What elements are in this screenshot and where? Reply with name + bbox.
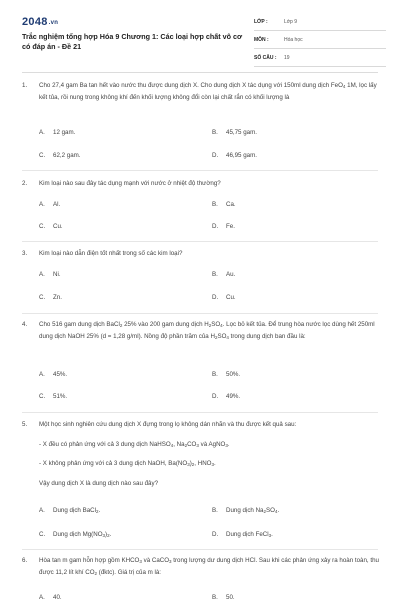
option-d[interactable] bbox=[212, 529, 273, 540]
option-text: Au. bbox=[226, 271, 236, 278]
question-text: Một học sinh nghiên cứu dung dịch X đựng trong lọ không dán nhãn và thu được kết quả sau: bbox=[39, 421, 297, 428]
question-text: Hòa tan m gam hỗn hợp gồm $KHCO_3$ và CaCO$_3$ trong lượng dư dung dịch HCl. Sau khi các phản ứng xảy ra hoàn toàn, thu được 11,2 lít khí $CO_2$ (đktc). Giá trị của m là: bbox=[39, 557, 379, 576]
option-label: D. bbox=[212, 531, 219, 538]
option-a[interactable] bbox=[39, 199, 60, 210]
option-d[interactable] bbox=[212, 150, 257, 161]
logo-text: 2048 bbox=[22, 16, 48, 28]
question-number: 5. bbox=[22, 421, 28, 428]
option-label: D. bbox=[212, 294, 219, 301]
option-label: C. bbox=[39, 393, 46, 400]
option-label: A. bbox=[39, 129, 45, 136]
question-divider bbox=[22, 549, 378, 550]
question-divider bbox=[22, 412, 378, 413]
option-text: Dung dịch $Mg(NO_3)_2$. bbox=[53, 531, 112, 538]
option-label: B. bbox=[212, 594, 218, 601]
option-b[interactable] bbox=[212, 369, 240, 380]
question-4 bbox=[22, 319, 382, 342]
option-label: B. bbox=[212, 371, 218, 378]
option-text: Fe. bbox=[226, 223, 235, 230]
option-c[interactable] bbox=[39, 529, 111, 540]
question-number: 3. bbox=[22, 250, 28, 257]
option-text: 45%. bbox=[53, 371, 68, 378]
option-text: Dung dịch BaCl$_2$. bbox=[53, 507, 101, 514]
option-label: A. bbox=[39, 594, 45, 601]
option-d[interactable] bbox=[212, 391, 240, 402]
option-a[interactable] bbox=[39, 127, 75, 138]
option-a[interactable] bbox=[39, 269, 61, 280]
header-divider bbox=[22, 72, 378, 73]
option-b[interactable] bbox=[212, 269, 235, 280]
option-label: A. bbox=[39, 201, 45, 208]
option-c[interactable] bbox=[39, 391, 67, 402]
option-b[interactable] bbox=[212, 592, 235, 603]
question-sub-line: Vậy dung dịch X là dung dịch nào sau đây? bbox=[39, 479, 159, 487]
option-label: C. bbox=[39, 531, 46, 538]
question-3 bbox=[22, 248, 382, 260]
header bbox=[0, 0, 400, 72]
question-sub-line: - X không phản ứng với cả 3 dung dịch NaOH, $Ba(NO_3)_2$, $HNO_3$. bbox=[39, 460, 216, 468]
question-1 bbox=[22, 80, 382, 103]
meta-row-grade bbox=[254, 16, 386, 31]
option-label: C. bbox=[39, 223, 46, 230]
option-text: Cu. bbox=[53, 223, 63, 230]
question-divider bbox=[22, 170, 378, 171]
option-a[interactable] bbox=[39, 369, 67, 380]
meta-row-subject bbox=[254, 34, 386, 49]
option-b[interactable] bbox=[212, 199, 236, 210]
option-d[interactable] bbox=[212, 292, 236, 303]
question-number: 2. bbox=[22, 180, 28, 187]
option-label: C. bbox=[39, 294, 46, 301]
option-b[interactable] bbox=[212, 505, 279, 516]
option-text: 51%. bbox=[53, 393, 68, 400]
question-number: 6. bbox=[22, 557, 28, 564]
option-text: 46,95 gam. bbox=[226, 152, 257, 159]
option-label: B. bbox=[212, 129, 218, 136]
option-text: 12 gam. bbox=[53, 129, 76, 136]
question-number: 1. bbox=[22, 82, 28, 89]
meta-label: LỚP : bbox=[254, 19, 268, 25]
question-text: Kim loại nào dẫn điện tốt nhất trong số các kim loại? bbox=[39, 250, 183, 257]
option-b[interactable] bbox=[212, 127, 257, 138]
option-label: A. bbox=[39, 271, 45, 278]
option-label: D. bbox=[212, 393, 219, 400]
meta-value: Hóa học bbox=[284, 37, 303, 43]
option-c[interactable] bbox=[39, 292, 62, 303]
question-text: Cho 27,4 gam Ba tan hết vào nước thu được dung dịch X. Cho dung dịch X tác dụng với 150ml dung dịch FeO$_4$ 1M, lọc lấy kết tủa, rồi nung trong không khí đến khối lượng không đổi còn lại chất rắn có khối lượng là bbox=[39, 82, 377, 101]
option-text: Al. bbox=[53, 201, 61, 208]
logo-tld: .vn bbox=[48, 20, 59, 26]
option-text: Dung dịch FeCl$_3$. bbox=[226, 531, 273, 538]
question-divider bbox=[22, 313, 378, 314]
option-text: Ni. bbox=[53, 271, 61, 278]
option-text: 45,75 gam. bbox=[226, 129, 257, 136]
option-c[interactable] bbox=[39, 150, 81, 161]
question-text: Kim loại nào sau đây tác dụng mạnh với nước ở nhiệt độ thường? bbox=[39, 180, 221, 187]
option-c[interactable] bbox=[39, 221, 63, 232]
option-label: A. bbox=[39, 507, 45, 514]
question-text: Cho 516 gam dung dịch BaCl$_2$ 25% vào 200 gam dung dịch $H_2SO_4$. Lọc bỏ kết tủa. Để trung hòa nước lọc dùng hết 250ml dung dịch NaOH 25% (d = 1,28 g/ml). Nồng độ phần trăm của $H_2SO_4$ trong dung dịch ban đầu là: bbox=[39, 321, 375, 340]
meta-label: SỐ CÂU : bbox=[254, 55, 277, 61]
question-2 bbox=[22, 178, 382, 190]
option-text: 62,2 gam. bbox=[53, 152, 81, 159]
option-text: Ca. bbox=[226, 201, 236, 208]
question-6 bbox=[22, 555, 382, 578]
option-text: 50. bbox=[226, 594, 235, 601]
option-label: D. bbox=[212, 152, 219, 159]
option-a[interactable] bbox=[39, 592, 62, 603]
question-number: 4. bbox=[22, 321, 28, 328]
option-label: D. bbox=[212, 223, 219, 230]
meta-row-count bbox=[254, 52, 386, 67]
site-logo[interactable] bbox=[22, 16, 58, 28]
question-sub-line: - X đều có phản ứng với cả 3 dung dịch NaHSO$_4$, $Na_2CO_3$ và AgNO$_3$. bbox=[39, 440, 230, 448]
option-label: B. bbox=[212, 201, 218, 208]
option-label: B. bbox=[212, 507, 218, 514]
meta-value: Lớp 9 bbox=[284, 19, 298, 25]
option-text: Dung dịch $Na_2SO_4$. bbox=[226, 507, 280, 514]
option-text: Cu. bbox=[226, 294, 236, 301]
option-text: 49%. bbox=[226, 393, 241, 400]
question-divider bbox=[22, 241, 378, 242]
page-title: Trắc nghiệm tổng hợp Hóa 9 Chương 1: Các loại hợp chất vô cơ có đáp án - Đề 21 bbox=[22, 32, 243, 51]
option-a[interactable] bbox=[39, 505, 100, 516]
option-label: A. bbox=[39, 371, 45, 378]
meta-value: 19 bbox=[284, 55, 290, 61]
option-label: B. bbox=[212, 271, 218, 278]
option-text: Zn. bbox=[53, 294, 62, 301]
option-text: 50%. bbox=[226, 371, 241, 378]
option-text: 40. bbox=[53, 594, 62, 601]
option-d[interactable] bbox=[212, 221, 235, 232]
meta-label: MÔN : bbox=[254, 37, 269, 43]
option-label: C. bbox=[39, 152, 46, 159]
meta-panel bbox=[254, 16, 386, 70]
question-5 bbox=[22, 419, 382, 489]
